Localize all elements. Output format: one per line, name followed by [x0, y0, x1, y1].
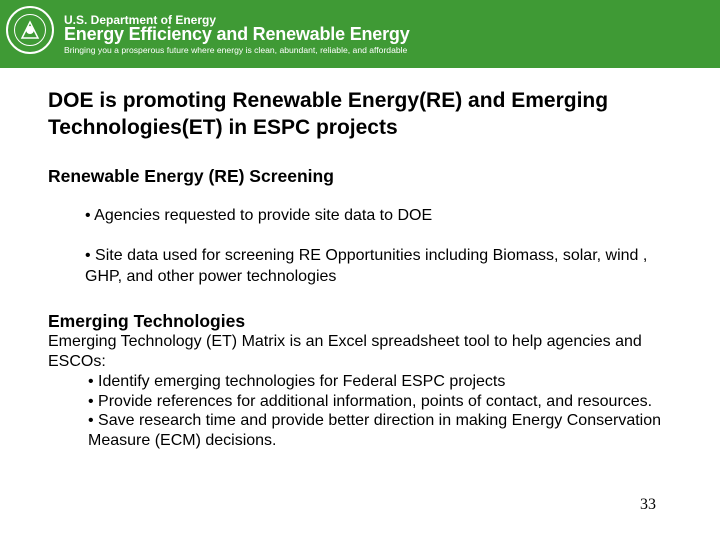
re-bullet: • Site data used for screening RE Opportunities including Biomass, solar, wind , GHP, and other power technologies	[85, 247, 648, 285]
et-bullet-list	[88, 372, 668, 450]
re-section-heading: Renewable Energy (RE) Screening	[48, 166, 334, 186]
re-bullet: • Agencies requested to provide site data to DOE	[85, 207, 433, 224]
et-section-heading: Emerging Technologies	[48, 311, 246, 331]
et-bullet: • Save research time and provide better direction in making Energy Conservation Measure (ECM) decisions.	[88, 412, 662, 449]
et-bullet: • Provide references for additional information, points of contact, and resources.	[88, 392, 653, 410]
page-number: 33	[640, 496, 656, 513]
banner-tagline: Bringing you a prosperous future where energy is clean, abundant, reliable, and affordable	[64, 45, 408, 55]
banner-agency: U.S. Department of Energy	[64, 13, 217, 27]
et-description: Emerging Technology (ET) Matrix is an Excel spreadsheet tool to help agencies and ESCOs:	[48, 333, 642, 370]
et-bullet: • Identify emerging technologies for Federal ESPC projects	[88, 373, 506, 390]
slide-title: DOE is promoting Renewable Energy(RE) and Emerging Technologies(ET) in ESPC projects	[48, 89, 609, 139]
header-banner	[0, 0, 720, 68]
banner-program: Energy Efficiency and Renewable Energy	[64, 24, 410, 44]
doe-seal-icon	[6, 6, 54, 54]
